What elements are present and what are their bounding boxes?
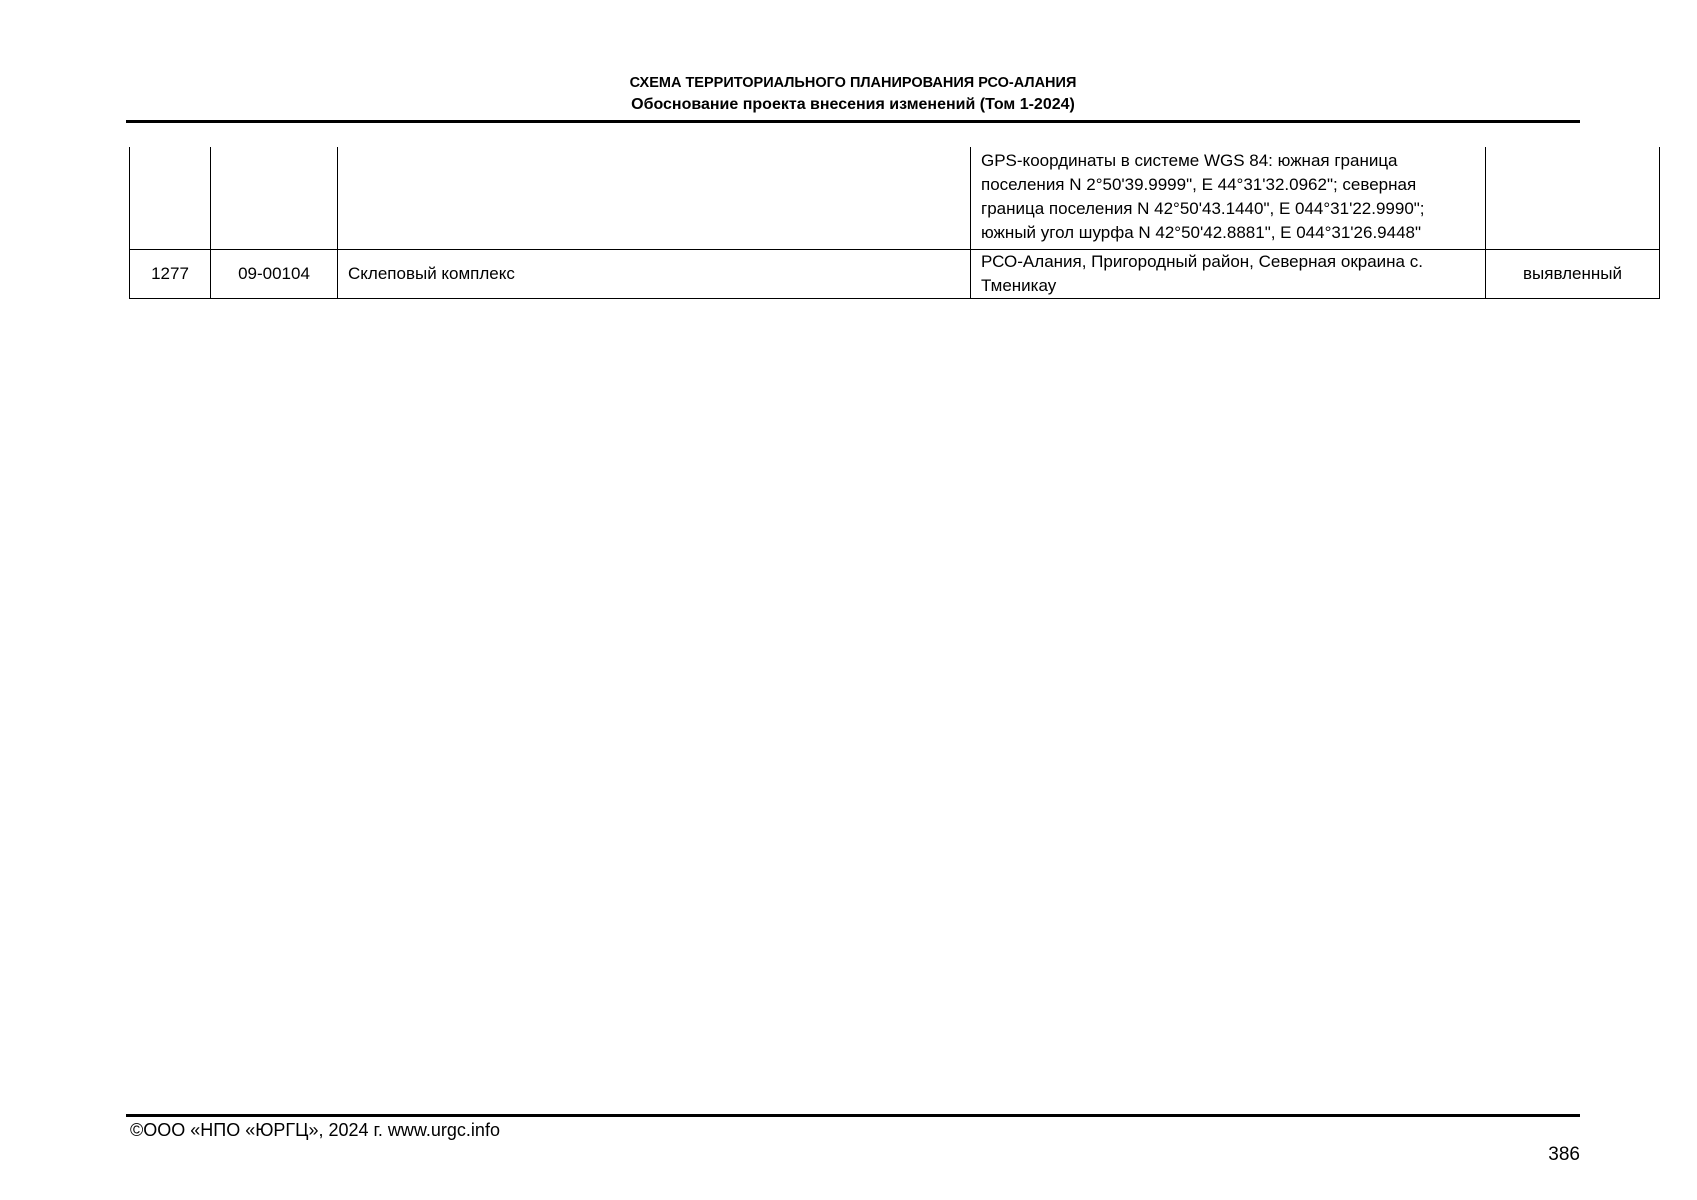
footer-copyright: ©ООО «НПО «ЮРГЦ», 2024 г. www.urgc.info xyxy=(130,1120,500,1140)
cell-number: 1277 xyxy=(130,250,211,299)
header-divider xyxy=(126,120,1580,123)
document-title: СХЕМА ТЕРРИТОРИАЛЬНОГО ПЛАНИРОВАНИЯ РСО-АЛАНИЯ xyxy=(629,75,1077,91)
cell-code xyxy=(211,147,338,250)
cell-name xyxy=(338,147,971,250)
cell-code: 09-00104 xyxy=(211,250,338,299)
cell-name: Склеповый комплекс xyxy=(338,250,971,299)
cell-status xyxy=(1486,147,1660,250)
table-row-continuation xyxy=(130,147,1660,250)
cell-number xyxy=(130,147,211,250)
table-row xyxy=(130,250,1660,299)
document-subtitle: Обоснование проекта внесения изменений (Том 1-2024) xyxy=(631,96,1075,113)
document-header xyxy=(126,72,1580,116)
cell-location: РСО-Алания, Пригородный район, Северная окраина с. Тменикау xyxy=(971,250,1486,299)
footer-divider xyxy=(126,1114,1580,1117)
heritage-objects-table xyxy=(129,147,1660,299)
cell-location: GPS-координаты в системе WGS 84: южная граница поселения N 2°50'39.9999", E 44°31'32.0962"; северная граница поселения N 42°50'43.1440", E 044°31'22.9990"; южный угол шурфа N 42°50'42.8881", E 044°31'26.9448" xyxy=(971,147,1486,250)
cell-status: выявленный xyxy=(1486,250,1660,299)
page-number: 386 xyxy=(1548,1144,1580,1165)
